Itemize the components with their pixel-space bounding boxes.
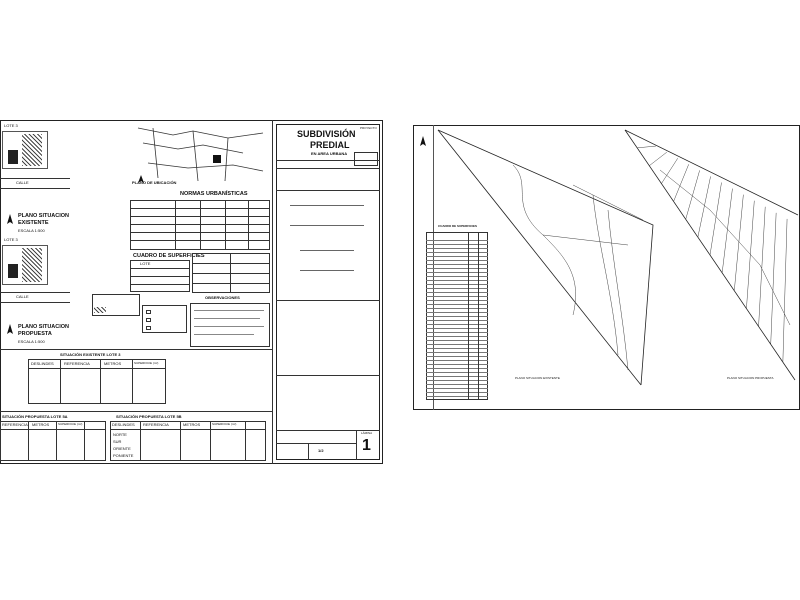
street-label-existing: CALLE: [16, 180, 29, 185]
lot-line: [649, 152, 667, 166]
plan-existing-title-1: PLANO SITUACION: [18, 213, 70, 219]
table-5a-h2: SUPERFICIE (m²): [58, 422, 83, 426]
table-existing-h2: METROS: [104, 361, 122, 366]
table-5b-title: SITUACIÓN PROPUESTA LOTE 5B: [116, 414, 182, 419]
table-existing-h3: SUPERFICIE (m²): [134, 361, 159, 365]
table-5b-h3: SUPERFICIE (m²): [212, 422, 237, 426]
lot-line: [734, 195, 743, 291]
plan-existing-right-label: PLANO SITUACION EXISTENTE: [515, 376, 560, 380]
lot-line: [637, 146, 656, 148]
table-5b-row0: NORTE: [113, 432, 127, 437]
title-block-header: PROYECTO: [360, 126, 377, 130]
table-5b-h1: REFERENCIA: [143, 422, 169, 427]
street-label-proposed: CALLE: [16, 294, 29, 299]
title-subtitle: EN AREA URBANA: [311, 151, 348, 156]
cuadro-superficies-title: CUADRO DE SUPERFICIES: [133, 253, 205, 259]
table-5a-title: SITUACIÓN PROPUESTA LOTE 5A: [2, 414, 68, 419]
title-line-2: PREDIAL: [310, 140, 350, 150]
lot-line: [698, 176, 711, 237]
table-5a-h1: METROS: [32, 422, 50, 427]
normas-title: NORMAS URBANÍSTICAS: [180, 191, 248, 197]
lot-line: [771, 213, 776, 344]
lot-line: [686, 170, 700, 219]
location-plan-label: PLANO DE UBICACIÓN: [132, 180, 177, 185]
north-arrow-icon: [4, 324, 16, 336]
plan-proposed-right-label: PLANO SITUACION PROPUESTA: [727, 376, 774, 380]
lote-label-existing: LOTE 3: [4, 123, 18, 128]
lot-line: [783, 219, 787, 362]
cuadro-lote-label: LOTE: [140, 261, 151, 266]
lot-line: [661, 158, 677, 183]
plan-proposed-drawing: [620, 125, 800, 410]
plan-proposed-scale: ESCALA 1:500: [18, 339, 45, 344]
table-5b-row2: ORIENTE: [113, 446, 131, 451]
title-line-1: SUBDIVISIÓN: [297, 129, 356, 139]
lot-line: [722, 189, 732, 273]
table-existing-h0: DESLINDES: [31, 361, 54, 366]
table-5a-h0: REFERENCIA: [2, 422, 28, 427]
plan-proposed-title-2: PROPUESTA: [18, 331, 52, 337]
lot-line: [710, 183, 722, 256]
plan-existing-scale: ESCALA 1:500: [18, 228, 45, 233]
lamina-label: LÁMINA: [361, 431, 373, 435]
right-table-title: CUADRO DE SUPERFICIES: [438, 224, 478, 228]
table-existing-title: SITUACIÓN EXISTENTE LOTE 3: [60, 352, 121, 357]
observaciones-title: OBSERVACIONES: [205, 295, 240, 300]
lote-label-proposed: LOTE 3: [4, 237, 18, 242]
sheet-number: 1: [362, 437, 371, 454]
plan-proposed-title-1: PLANO SITUACION: [18, 324, 70, 330]
north-arrow-icon: [4, 214, 16, 226]
table-5b-row1: SUR: [113, 439, 122, 444]
table-5b-row3: PONIENTE: [113, 453, 134, 458]
sheet-code: 1/2: [318, 448, 324, 453]
table-existing-h1: REFERENCIA: [64, 361, 90, 366]
plan-existing-title-2: EXISTENTE: [18, 220, 49, 226]
lot-line: [759, 207, 766, 327]
table-5b-h0: DESLINDES: [112, 422, 135, 427]
table-5b-h2: METROS: [183, 422, 201, 427]
